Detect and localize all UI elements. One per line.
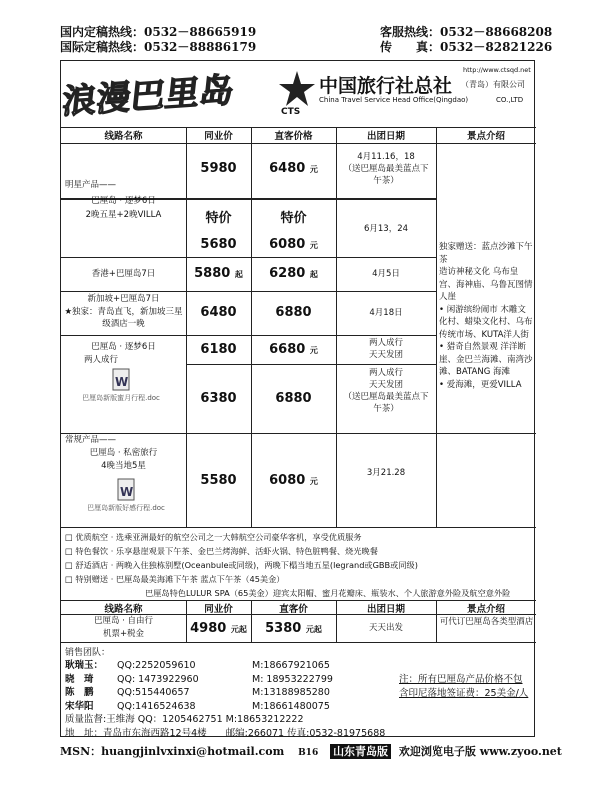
departure-date: 3月21.28	[366, 468, 406, 478]
cts-co: CO.,LTD	[496, 96, 524, 104]
sights-intro: 可代订巴厘岛各类型酒店	[439, 617, 534, 627]
sales-title: 销售团队：	[65, 648, 111, 658]
page-footer	[60, 743, 562, 759]
col-sights: 景点介绍	[466, 131, 505, 142]
svg-text:W: W	[115, 375, 129, 389]
office-address: 地 址：青岛市东海西路12号4楼 邮编:266071 传真:0532-81975688	[65, 727, 386, 739]
col-direct-price: 直客价格	[274, 131, 313, 142]
route-sub: ★独家：青岛直飞，新加坡三星 级酒店一晚	[64, 307, 183, 329]
trade-price: 4980 元起	[190, 621, 247, 636]
departure-date: 4月5日	[372, 269, 400, 279]
route-name: 香港+巴厘岛7日	[91, 269, 156, 279]
col-direct-price: 直客价	[279, 604, 308, 615]
sights-intro: 独家赠送：蓝点沙滩下午茶 造访神秘文化 乌布皇宫、海神庙、乌鲁瓦图情人崖 • 闲游缤纷闹市 木雕文化村、蜡染文化村、乌布传统市场、KUTA洋人街 • 猎奇自然景观 洋洋断崖、金巴兰海滩、南湾沙滩、BATANG 海滩 • 爱海滩，更爱VILLA	[439, 242, 533, 390]
route-name: 巴厘岛 · 自由行	[93, 616, 154, 626]
trade-price: 5680	[200, 237, 237, 252]
cts-name-cn: 中国旅行社总社	[319, 75, 453, 97]
special-tag: 特价	[205, 211, 232, 226]
page-number: B16	[298, 748, 319, 758]
direct-price: 6480 元	[269, 161, 318, 176]
direct-price: 6880	[275, 305, 312, 320]
quality-supervisor: 质量监督:王维海 QQ：1205462751 M:18653212222	[65, 714, 304, 725]
sales-team	[65, 659, 395, 740]
col-dates: 出团日期	[366, 604, 405, 615]
cts-name-en: China Travel Service Head Office(Qingdao)	[319, 96, 469, 104]
feature-dining: □ 特色餐饮 · 乐享悬崖观景下午茶、金巴兰烤海鲜、活虾火锅、特色脏鸭餐、烧光晚餐	[65, 546, 378, 556]
special-tag: 特价	[280, 211, 307, 226]
feature-hotel: □ 舒适酒店 · 两晚入住独栋别墅(Oceanbule或同级)，两晚下榻当地五星(legrand或GBB或同级)	[65, 560, 418, 570]
doc-link[interactable]: 巴厘岛新版好感行程.doc	[87, 504, 165, 512]
doc-link[interactable]: 巴厘岛新版蜜月行程.doc	[82, 394, 160, 402]
route-name: 巴厘岛 · 逐梦6日	[91, 196, 156, 206]
col-trade-price: 同业价	[204, 131, 233, 142]
svg-text:浪漫巴里岛: 浪漫巴里岛	[61, 70, 236, 123]
col-trade-price: 同业价	[204, 604, 233, 615]
feature-spa: 巴厘岛特色LULUR SPA（65美金）迎宾太阳帽、蜜月花瓣床、瓶装水、个人旅游意外险及航空意外险	[145, 588, 511, 598]
site-link[interactable]: 欢迎浏览电子版 www.zyoo.net	[398, 745, 562, 758]
cts-star-icon	[277, 69, 317, 109]
departure-date: 两人成行 天天发团	[368, 338, 403, 360]
fax-number: 传 真：0532－82821226	[380, 40, 553, 54]
cts-mark: CTS	[281, 107, 301, 117]
price-sheet	[60, 60, 535, 737]
edition-badge: 山东青岛版	[330, 744, 391, 759]
trade-price: 6180	[200, 342, 237, 357]
col-sights: 景点介绍	[466, 604, 505, 615]
departure-date: 4月18日	[369, 308, 403, 318]
direct-price: 5380 元起	[265, 621, 322, 636]
route-sub: 4晚当地5星	[101, 461, 146, 471]
group-star-label: 明星产品——	[65, 180, 117, 190]
direct-price: 6080 元	[269, 473, 318, 488]
sales-person: 陈 鹏 QQ:515440657 M:13188985280	[65, 687, 330, 698]
direct-price: 6680 元	[269, 342, 318, 357]
route-name: 巴厘岛 · 私密旅行	[89, 448, 158, 458]
cts-logo	[271, 61, 536, 127]
msn-contact: MSN：huangjinlvxinxi@hotmail.com	[60, 745, 285, 758]
feature-gift: □ 特别赠送 · 巴厘岛最美海滩下午茶 蓝点下午茶（45美金）	[65, 574, 285, 584]
visa-note: 注：所有巴厘岛产品价格不包含印尼落地签证费：25美金/人	[399, 674, 529, 699]
col-route: 线路名称	[104, 604, 143, 615]
departure-date: 4月11.16，18 （送巴厘岛最美蓝点下 午茶）	[343, 152, 429, 186]
svg-text:W: W	[120, 485, 134, 499]
route-name: 巴厘岛 · 逐梦6日	[91, 342, 156, 352]
feature-airline: □ 优质航空 · 选乘亚洲最好的航空公司之一大韩航空公司豪华客机，享受优质服务	[65, 532, 362, 542]
route-sub: 机票+税金	[102, 629, 145, 639]
departure-date: 6月13，24	[363, 224, 409, 234]
direct-price: 6880	[275, 391, 312, 406]
direct-price: 6280 起	[269, 266, 318, 281]
route-name: 新加坡+巴厘岛7日	[87, 294, 160, 304]
word-doc-icon[interactable]	[116, 478, 138, 502]
banner-art	[61, 61, 266, 127]
sales-person: 耿瑞玉： QQ:2252059610 M:18667921065	[65, 660, 330, 671]
departure-date: 天天出发	[368, 623, 403, 633]
international-hotline: 国际定稿热线：0532－88886179	[60, 40, 257, 54]
trade-price: 6380	[200, 391, 237, 406]
col-dates: 出团日期	[366, 131, 405, 142]
route-sub: 两人成行	[83, 355, 118, 365]
domestic-hotline: 国内定稿热线：0532－88665919	[60, 25, 257, 39]
route-sub: 2晚五星+2晚VILLA	[85, 210, 162, 220]
col-route: 线路名称	[104, 131, 143, 142]
trade-price: 5980	[200, 161, 237, 176]
sales-person: 宋华阳 QQ:1416524638 M:18661480075	[65, 700, 330, 712]
banner-art-graphic	[61, 61, 266, 127]
sales-person: 晓 琦 QQ: 1473922960 M: 18953222799	[65, 673, 333, 685]
word-doc-icon[interactable]	[111, 368, 133, 392]
trade-price: 5880 起	[194, 266, 243, 281]
cts-city: （青岛）有限公司	[461, 80, 525, 89]
service-hotline: 客服热线：0532－88668208	[380, 25, 553, 39]
trade-price: 5580	[200, 473, 237, 488]
trade-price: 6480	[200, 305, 237, 320]
cts-url: http://www.ctsqd.net	[463, 66, 531, 74]
group-regular-label: 常规产品——	[65, 435, 117, 445]
departure-date: 两人成行 天天发团 （送巴厘岛最美蓝点下 午茶）	[343, 368, 429, 414]
direct-price: 6080 元	[269, 237, 318, 252]
features-list	[65, 530, 535, 600]
